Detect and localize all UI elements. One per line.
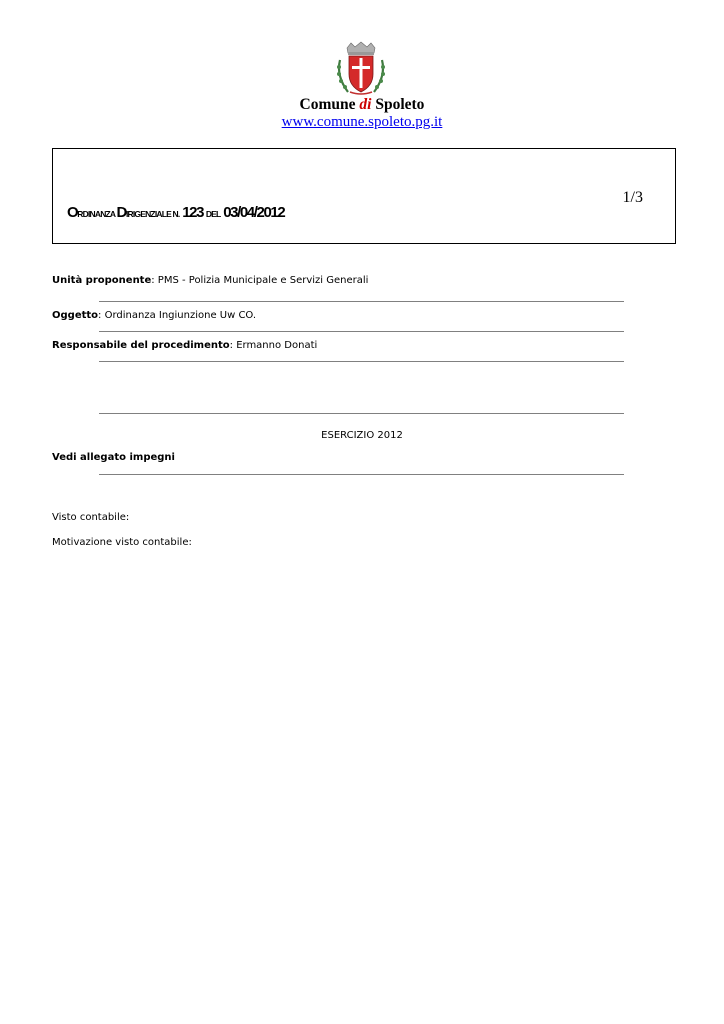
ordinance-word: RDINANZA [77, 209, 117, 219]
unita-proponente-field [52, 275, 368, 286]
divider [99, 301, 624, 302]
oggetto-label: Oggetto [52, 310, 99, 321]
responsabile-value: : Ermanno Donati [229, 340, 318, 351]
ordinance-del: DEL [205, 209, 221, 219]
unita-value: : PMS - Polizia Municipale e Servizi Generali [151, 275, 369, 286]
divider [99, 331, 624, 332]
website-link[interactable]: www.comune.spoleto.pg.it [281, 114, 443, 130]
divider [99, 413, 624, 414]
page-number: 1/3 [622, 189, 643, 206]
coat-of-arms-icon [330, 40, 392, 98]
ordinance-date: 03/04/2012 [220, 204, 285, 221]
motivazione-visto-label: Motivazione visto contabile: [52, 537, 192, 548]
esercizio-label: ESERCIZIO 2012 [321, 430, 403, 441]
divider [99, 474, 624, 475]
ordinance-box [52, 148, 676, 244]
ordinance-o: O [67, 204, 78, 221]
ordinance-dirigenziale: IRIGENZIALE N. [125, 209, 180, 219]
visto-contabile-label: Visto contabile: [52, 512, 130, 523]
ordinance-number: 123 [179, 204, 206, 221]
ordinance-d: D [116, 204, 126, 221]
municipality-di: di [359, 96, 372, 113]
municipality-suffix: Spoleto [371, 96, 425, 113]
responsabile-field [52, 340, 317, 351]
divider [99, 361, 624, 362]
responsabile-label: Responsabile del procedimento [52, 340, 230, 351]
municipality-name [0, 96, 724, 114]
oggetto-value: : Ordinanza Ingiunzione Uw CO. [98, 310, 257, 321]
unita-label: Unità proponente [52, 275, 152, 286]
impegni-label: Vedi allegato impegni [52, 452, 175, 463]
oggetto-field [52, 310, 256, 321]
ordinance-title [67, 204, 284, 221]
municipality-prefix: Comune [299, 96, 360, 113]
